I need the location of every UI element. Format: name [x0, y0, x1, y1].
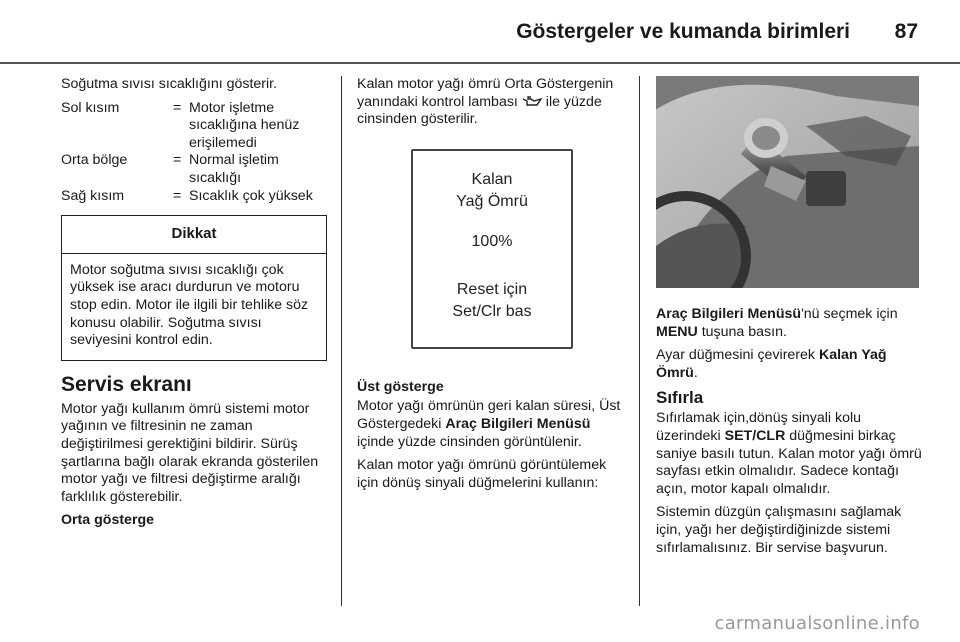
para-bold: MENU — [656, 323, 698, 340]
subheading-upper-display: Üst gösterge — [357, 378, 444, 395]
para-text: ile yüzde cinsinden gösterilir. — [357, 93, 602, 128]
page-number: 87 — [894, 20, 918, 43]
column-left — [61, 76, 327, 532]
para-text: Kalan motor yağı ömrü Orta Göstergenin yanındaki kontrol lambası — [357, 76, 614, 110]
display-line: Kalan — [471, 170, 513, 188]
caution-title: Dikkat — [62, 216, 326, 254]
display-line: Yağ Ömrü — [456, 192, 528, 210]
column-middle — [357, 76, 623, 498]
definition-row — [61, 152, 327, 187]
display-value: 100% — [471, 232, 513, 250]
para-text: . — [693, 364, 698, 381]
header-title: Göstergeler ve kumanda birimleri — [516, 20, 850, 43]
definition-term: Sol kısım — [61, 99, 120, 116]
paragraph-reset — [656, 410, 922, 498]
watermark: carmanualsonline.info — [714, 613, 920, 634]
definition-desc: Sıcaklık çok yüksek — [189, 187, 313, 204]
paragraph-adjust — [656, 347, 922, 382]
para-text: Motor yağı ömrünün geri kalan süresi, Üst Göstergedeki — [357, 398, 621, 432]
column-divider — [341, 76, 342, 606]
section-paragraph: Motor yağı kullanım ömrü sistemi motor yağının ve filtresinin ne zaman değiştirilmesi gerektiğini bildirir. Sürüş şartlarına bağlı olarak ekranda gösterilen motor yağı ve filtresi değiştirme aralığı farklılık gösterebilir. — [61, 400, 319, 505]
para-text: tuşuna basın. — [697, 323, 787, 340]
column-right — [656, 76, 922, 563]
paragraph-system: Sistemin düzgün çalışmasını sağlamak için, yağı her değiştirdiğinizde sistemi sıfırlamalısınız. Bir servise başvurun. — [656, 504, 902, 556]
reset-heading: Sıfırla — [656, 388, 704, 408]
definition-equals: = — [173, 187, 182, 204]
para-bold: SET/CLR — [724, 427, 786, 444]
page-header — [0, 16, 960, 52]
definition-row — [61, 100, 327, 153]
para-bold: Araç Bilgileri Menüsü — [656, 306, 802, 322]
display-line: Set/Clr bas — [452, 302, 532, 320]
definition-term: Sağ kısım — [61, 187, 125, 204]
para-bold: Kalan Yağ Ömrü — [656, 347, 887, 381]
oil-can-icon — [522, 96, 542, 107]
oil-life-display-illustration — [357, 149, 623, 361]
caution-box — [61, 215, 327, 361]
intro-text: Soğutma sıvısı sıcaklığını gösterir. — [61, 76, 278, 92]
para-bold: Araç Bilgileri Menüsü — [445, 415, 591, 432]
para-text: Sıfırlamak için,dönüş sinyali kolu üzerindeki — [656, 410, 862, 444]
definition-desc: Normal işletim sıcaklığı — [189, 152, 279, 186]
definition-term: Orta bölge — [61, 152, 128, 169]
paragraph-upper-display — [357, 398, 623, 451]
paragraph-turn-signal: Kalan motor yağı ömrünü görüntülemek için dönüş sinyali düğmelerini kullanın: — [357, 457, 607, 491]
definition-desc: Motor işletme sıcaklığına henüz erişilemedi — [189, 99, 300, 151]
caution-body: Motor soğutma sıvısı sıcaklığı çok yüksek ise aracı durdurun ve motoru stop edin. Motor ile ilgili bir tehlike söz konusu olabilir. Soğutma sıvısı seviyesini kontrol edin. — [70, 261, 309, 349]
display-line: Reset için — [456, 280, 528, 298]
header-divider — [0, 62, 960, 64]
paragraph-oil-indicator — [357, 76, 623, 129]
para-text: düğmesini birkaç saniye basılı tutun. Kalan motor yağı ömrü sayfası etkin olmalıdır. Sadece kontağı açın, motor kapalı olmalıdır. — [656, 427, 922, 497]
definition-equals: = — [173, 99, 182, 116]
stalk-photo-graphic — [656, 76, 919, 288]
definition-equals: = — [173, 152, 182, 169]
section-heading: Servis ekranı — [61, 372, 192, 396]
para-text: içinde yüzde cinsinden görüntülenir. — [357, 433, 582, 450]
column-divider — [639, 76, 640, 606]
definition-list — [61, 100, 327, 206]
para-text: 'nü seçmek için — [801, 306, 898, 322]
turn-signal-stalk-photo — [656, 76, 919, 288]
para-text: Ayar düğmesini çevirerek — [656, 347, 819, 364]
paragraph-menu — [656, 306, 922, 341]
definition-row — [61, 188, 327, 206]
display-panel — [411, 149, 573, 349]
subheading-center-display: Orta gösterge — [61, 512, 155, 529]
